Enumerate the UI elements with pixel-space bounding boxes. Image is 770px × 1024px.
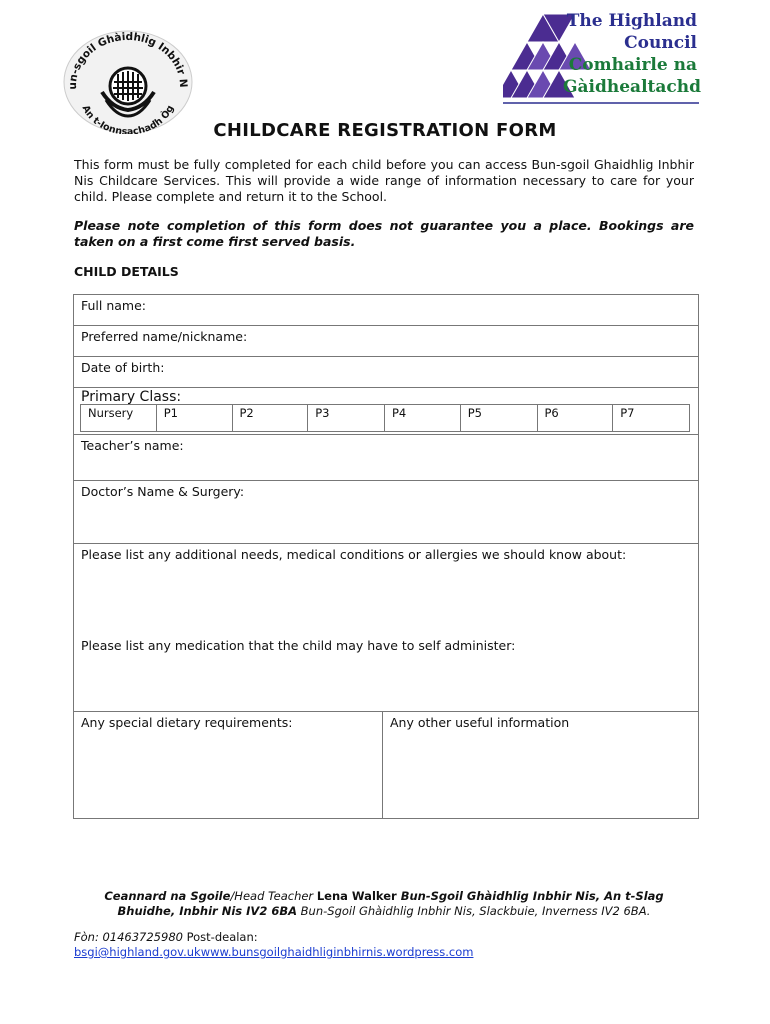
additional-needs-label: Please list any additional needs, medical conditions or allergies we should know about: bbox=[81, 547, 627, 562]
dietary-label: Any special dietary requirements: bbox=[81, 715, 293, 730]
teacher-name-field[interactable] bbox=[74, 435, 698, 481]
council-line-3: Comhairle na bbox=[568, 55, 697, 75]
email-website-link[interactable]: bsgi@highland.gov.ukwww.bunsgoilghaidhliginbhirnis.wordpress.com bbox=[74, 945, 474, 959]
section-heading: CHILD DETAILS bbox=[74, 264, 179, 279]
class-option-p7[interactable]: P7 bbox=[620, 406, 635, 420]
class-option-p5[interactable]: P5 bbox=[461, 405, 538, 431]
date-of-birth-field[interactable] bbox=[74, 357, 698, 388]
class-option-p4[interactable]: P4 bbox=[385, 405, 461, 431]
class-option-p3[interactable]: P3 bbox=[308, 405, 385, 431]
address-english: Bun-Sgoil Ghàidhlig Inbhir Nis, Slackbuie, Inverness IV2 6BA. bbox=[297, 904, 651, 918]
child-details-form bbox=[73, 294, 699, 819]
full-name-field[interactable] bbox=[74, 295, 698, 326]
class-option-p1[interactable]: P1 bbox=[157, 405, 233, 431]
council-line-4: Gàidhealtachd bbox=[563, 77, 701, 97]
role-english: /Head Teacher bbox=[230, 889, 317, 903]
medication-label: Please list any medication that the child may have to self administer: bbox=[81, 638, 516, 653]
contact-details bbox=[74, 930, 473, 960]
school-logo-bottom-text: An t-Ionnsachadh Òg bbox=[79, 103, 177, 134]
primary-class-label: Primary Class: bbox=[81, 389, 182, 405]
council-line-1: The Highland bbox=[566, 11, 697, 31]
primary-class-row bbox=[74, 388, 698, 435]
council-name-gaelic bbox=[563, 54, 701, 98]
full-name-label: Full name: bbox=[81, 298, 147, 313]
council-line-2: Council bbox=[624, 33, 697, 53]
council-logo bbox=[503, 10, 703, 106]
footer-address bbox=[74, 889, 694, 919]
class-options bbox=[80, 404, 690, 432]
intro-paragraph: This form must be fully completed for each child before you can access Bun-sgoil Ghaidhlig Inbhir Nis Childcare Services. This will provide a wide range of information necessary to care for your child. Please complete and return it to the School. bbox=[74, 157, 694, 204]
column-divider bbox=[382, 712, 383, 818]
doctor-label: Doctor’s Name & Surgery: bbox=[81, 484, 245, 499]
additional-needs-field[interactable] bbox=[74, 544, 698, 712]
phone-number: Fòn: 01463725980 bbox=[74, 930, 183, 944]
school-logo bbox=[62, 30, 194, 134]
email-label: Post-dealan: bbox=[182, 930, 258, 944]
doctor-field[interactable] bbox=[74, 481, 698, 544]
head-teacher-name: Lena Walker bbox=[316, 889, 401, 903]
preferred-name-field[interactable] bbox=[74, 326, 698, 357]
teacher-name-label: Teacher’s name: bbox=[81, 438, 184, 453]
important-note: Please note completion of this form does not guarantee you a place. Bookings are taken on a first come first served basis. bbox=[74, 218, 694, 249]
class-option-p6[interactable]: P6 bbox=[538, 405, 614, 431]
address-gaelic: Bun-Sgoil Ghàidhlig Inbhir Nis, An t-Slag Bhuidhe, Inbhir Nis IV2 6BA bbox=[117, 889, 664, 918]
class-option-nursery[interactable]: Nursery bbox=[81, 405, 157, 431]
council-name-english bbox=[563, 10, 697, 54]
other-info-label: Any other useful information bbox=[390, 715, 570, 730]
dietary-and-other-row[interactable] bbox=[74, 712, 698, 818]
preferred-name-label: Preferred name/nickname: bbox=[81, 329, 248, 344]
class-option-p2[interactable]: P2 bbox=[233, 405, 309, 431]
form-title: CHILDCARE REGISTRATION FORM bbox=[213, 120, 557, 141]
role-gaelic: Ceannard na Sgoile bbox=[104, 889, 231, 903]
school-logo-top-text: un-sgoil Ghàidhlig Inbhir N bbox=[66, 30, 190, 90]
date-of-birth-label: Date of birth: bbox=[81, 360, 165, 375]
